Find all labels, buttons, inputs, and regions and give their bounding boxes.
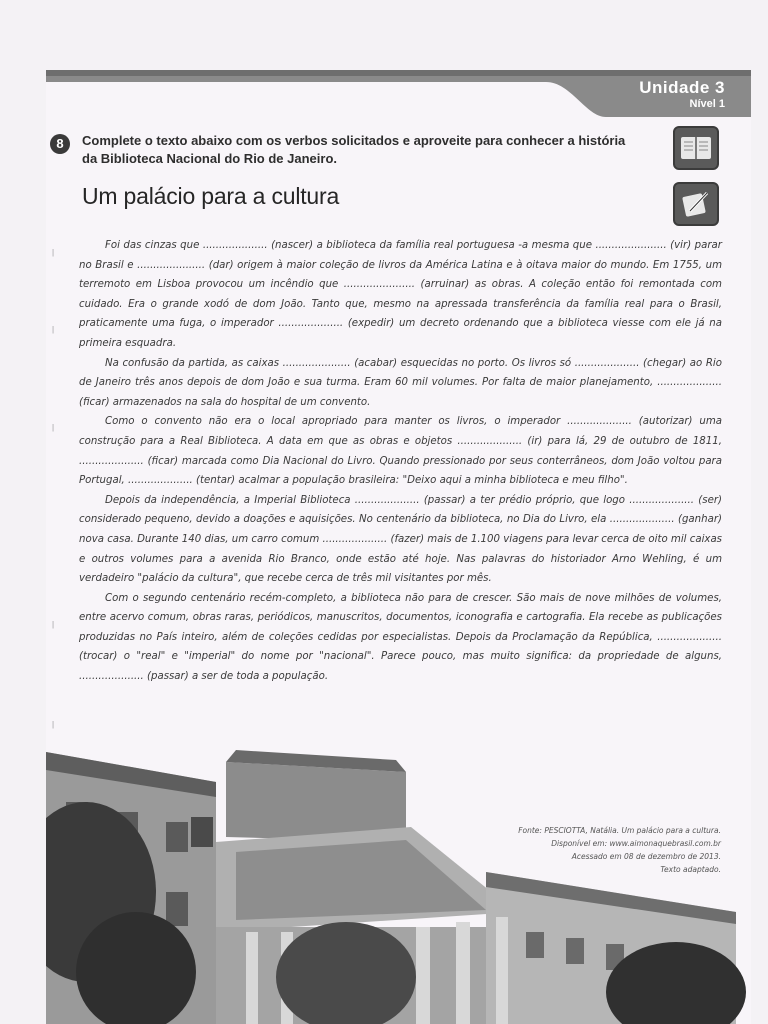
book-icon [673,126,719,170]
exercise-number: 8 [50,134,70,154]
page-title: Um palácio para a cultura [82,183,340,209]
source-line: Acessado em 08 de dezembro de 2013. [571,852,721,861]
margin-mark: | [52,423,55,432]
paragraph-4: Depois da independência, a Imperial Biblioteca .................... (passar) a ter prédio próprio, que logo .................... (ser) considerado pequeno, devido a doações e aquisições. No centenário da biblioteca, no Dia do Livro, ela .................... (ganhar) nova casa. Durante 140 dias, um carro comum .................... (fazer) mais de 1.100 viagens para levar cerca de oito mil caixas e outros volumes para a avenida Rio Branco, onde estão até hoje. Nas palavras do historiador Arno Wehling, é um verdadeiro "palácio da cultura", que recebe cerca de três mil visitantes por mês. [79,494,722,585]
paragraph-2: Na confusão da partida, as caixas ..................... (acabar) esquecidas no porto. Os livros só .................... (chegar) ao Rio de Janeiro três anos depois de dom João e sua turma. Eram 60 mil volumes. Por falta de maior planejamento, .................... (ficar) armazenados na sala do hospital de um convento. [79,357,722,408]
margin-mark: | [52,720,55,729]
source-line: Disponível em: www.aimonaquebrasil.com.br [551,839,721,848]
source-line: Texto adaptado. [660,865,721,874]
source-line: Fonte: PESCIOTTA, Natália. Um palácio para a cultura. [518,826,721,835]
margin-mark: | [52,248,55,257]
margin-mark: | [52,325,55,334]
unit-title: Unidade 3 [639,78,725,97]
library-building-photo [46,742,751,1024]
article-text [79,236,722,687]
exercise-instruction: Complete o texto abaixo com os verbos solicitados e aproveite para conhecer a história da Biblioteca Nacional do Rio de Janeiro. [82,133,626,166]
source-citation [461,824,721,876]
textbook-page [46,70,751,1024]
paragraph-1: Foi das cinzas que .................... (nascer) a biblioteca da família real portuguesa -a mesma que ...................... (vir) parar no Brasil e ..................... (dar) origem à maior coleção de livros da América Latina e à oitava maior do mundo. Em 1755, um terremoto em Lisboa provocou um incêndio que ...................... (arruinar) as obras. A coleção então foi remontada com cuidado. Era o grande xodó de dom João. Tanto que, mesmo na apressada transferência da família real para o Brasil, praticamente uma fuga, o imperador .................... (expedir) um decreto ordenando que a biblioteca viesse com ele já na primeira esquadra. [79,240,722,349]
paragraph-5: Com o segundo centenário recém-completo, a biblioteca não para de crescer. São mais de nove milhões de volumes, entre acervo comum, obras raras, periódicos, manuscritos, documentos, iconografia e cartografia. Ela recebe as publicações produzidas no País inteiro, além de coleções cedidas por especialistas. Depois da Proclamação da República, .................... (trocar) o "real" e "imperial" do nome por "nacional". Parece pouco, mas muito significa: da propriedade de alguns, .................... (passar) a ser de toda a população. [79,592,722,683]
unit-level: Nível 1 [689,98,725,110]
paragraph-3: Como o convento não era o local apropriado para manter os livros, o imperador .................... (autorizar) uma construção para a Real Biblioteca. A data em que as obras e objetos .................... (ir) para lá, 29 de outubro de 1811, .................... (ficar) marcada como Dia Nacional do Livro. Quando pressionado por seus conterrâneos, dom João voltou para Portugal, .................... (tentar) acalmar a população brasileira: "Deixo aqui a minha biblioteca e meu filho". [79,416,722,487]
writing-icon [673,182,719,226]
margin-mark: | [52,620,55,629]
